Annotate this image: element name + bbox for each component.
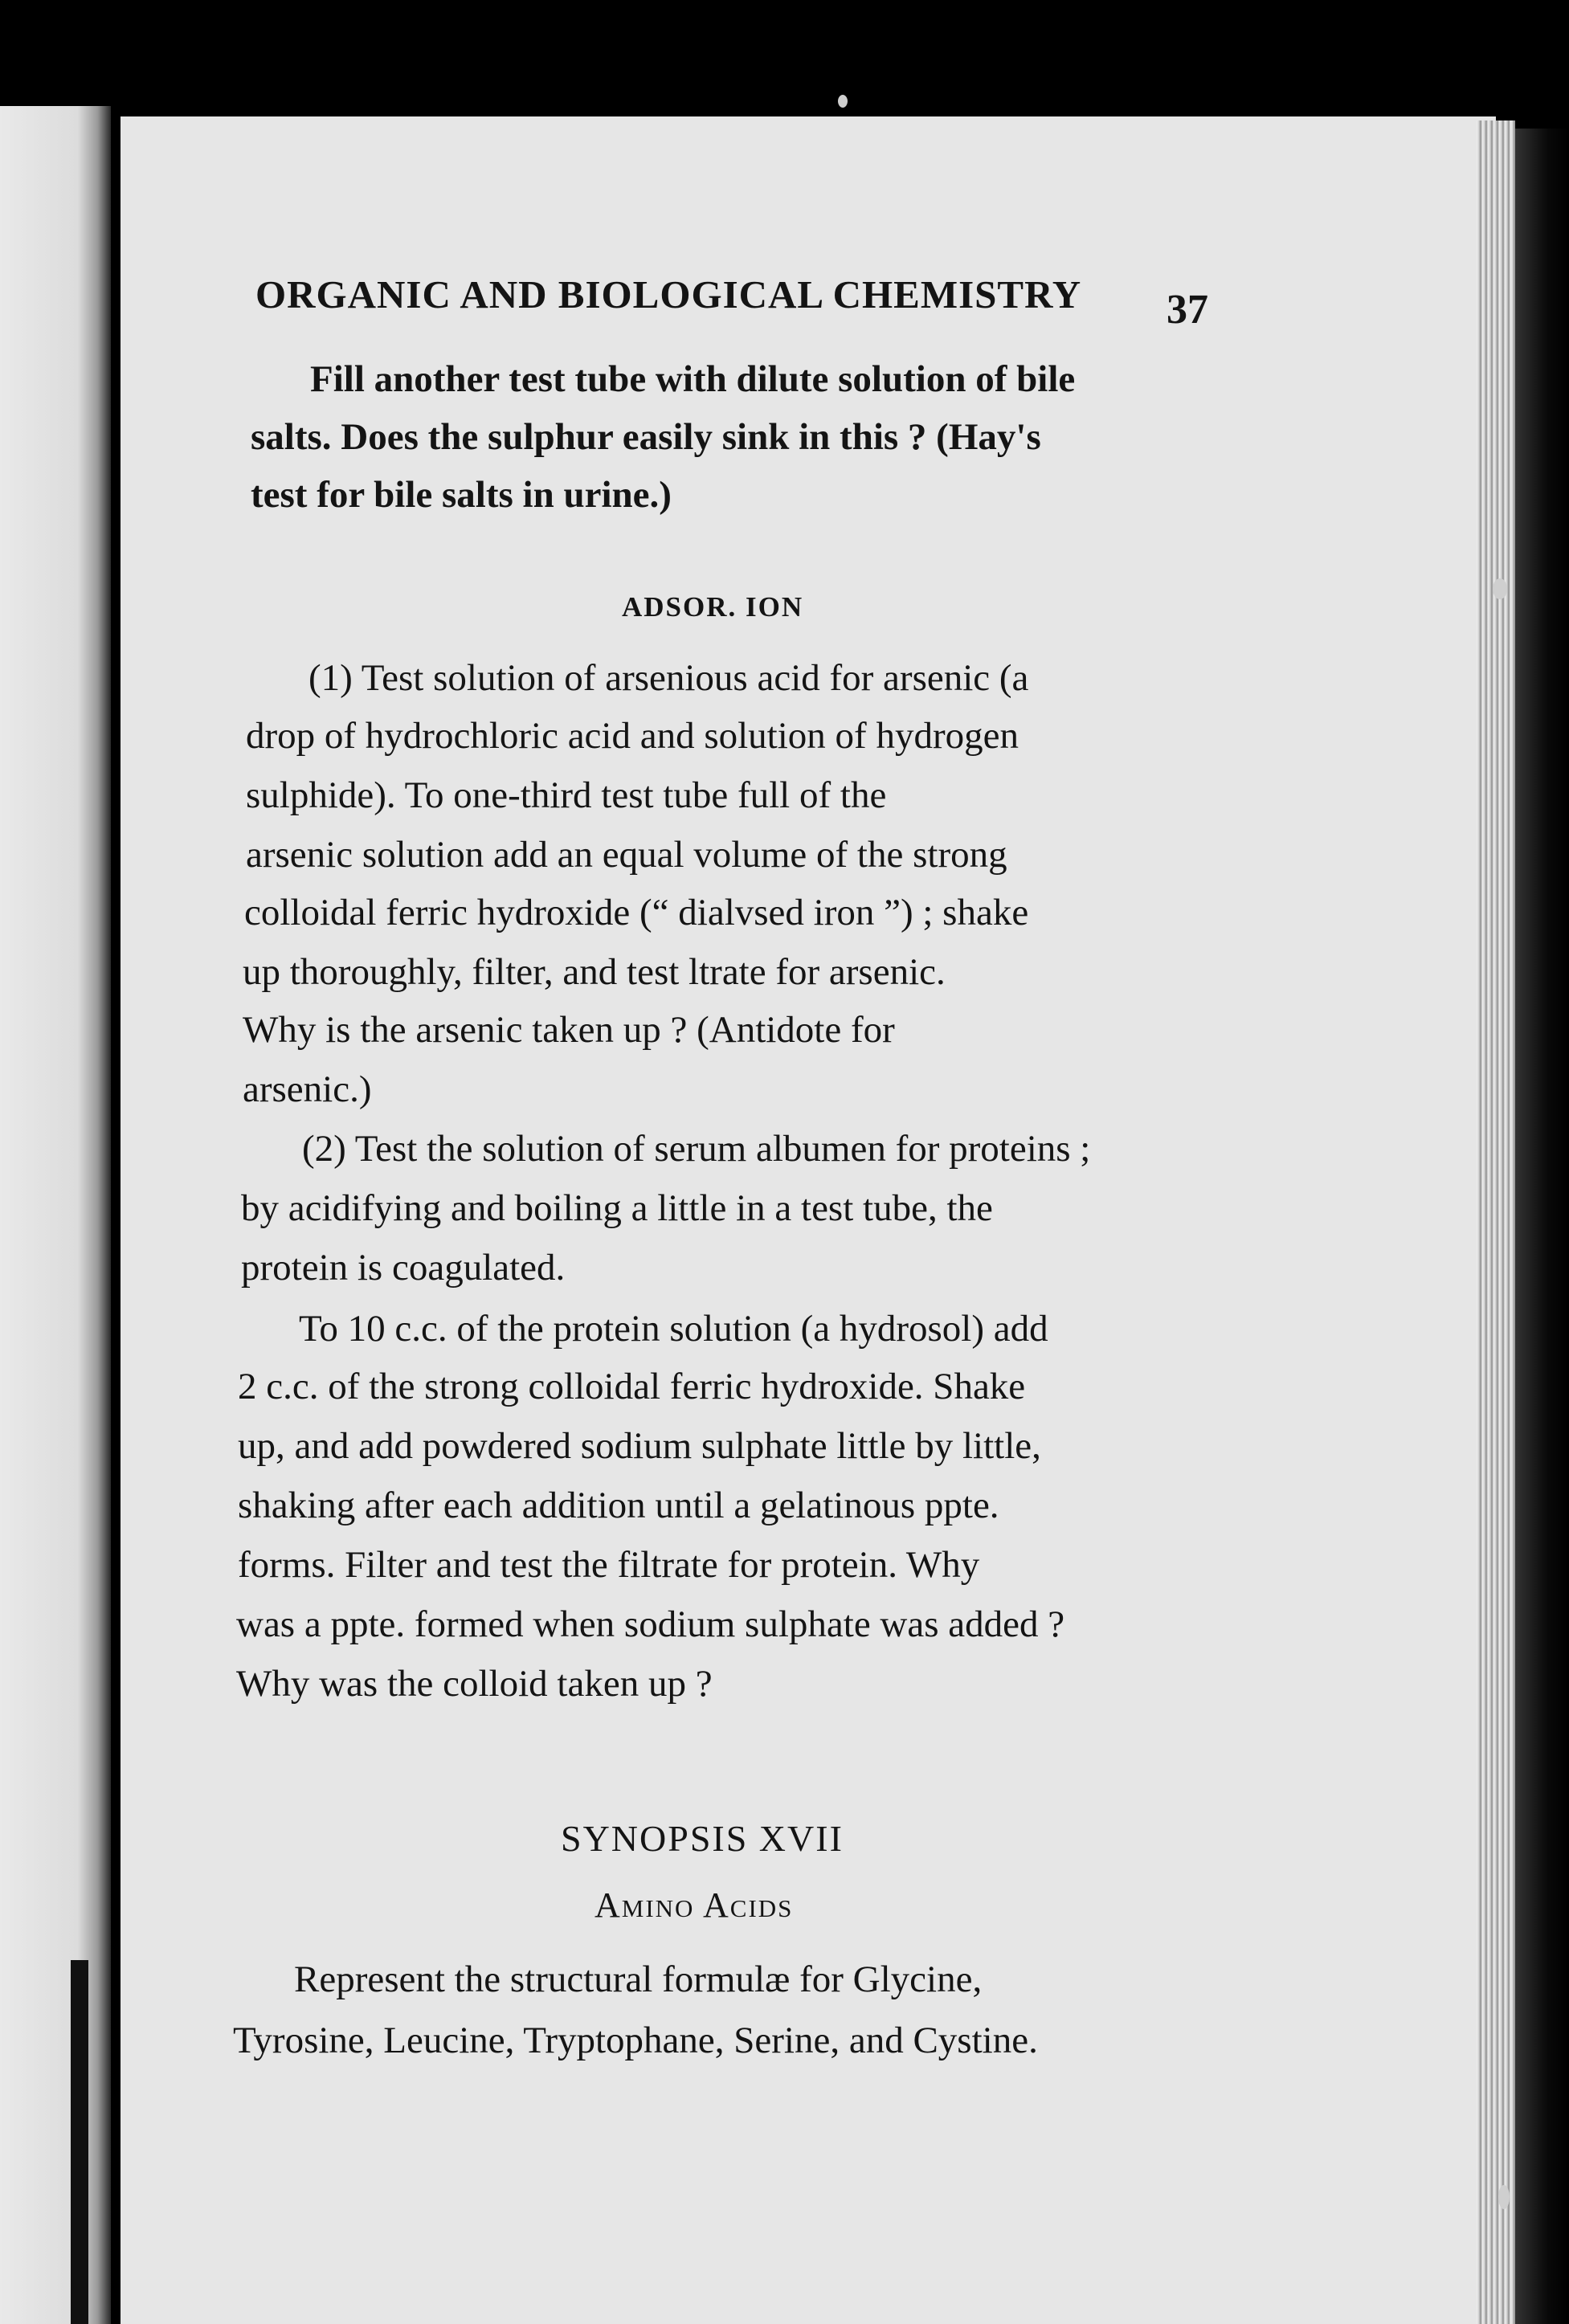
page-number: 37 — [1167, 287, 1208, 333]
page-stack-edge — [1477, 120, 1515, 2324]
paragraph-line: sulphide). To one-third test tube full of the — [246, 774, 887, 816]
running-head: ORGANIC AND BIOLOGICAL CHEMISTRY — [255, 272, 1082, 317]
paragraph-line: drop of hydrochloric acid and solution of hydrogen — [246, 715, 1019, 757]
scanner-border — [1515, 129, 1569, 2324]
dust-speck — [838, 95, 848, 108]
paragraph-line: Why was the colloid taken up ? — [236, 1663, 713, 1705]
paragraph-line: salts. Does the sulphur easily sink in this ? (Hay's — [251, 416, 1041, 458]
paragraph-line: up thoroughly, filter, and test ltrate for arsenic. — [243, 951, 946, 993]
binding-shadow — [71, 1960, 88, 2324]
paragraph-line: by acidifying and boiling a little in a test tube, the — [241, 1187, 993, 1229]
paragraph-line: To 10 c.c. of the protein solution (a hydrosol) add — [299, 1308, 1048, 1350]
paragraph-line: colloidal ferric hydroxide (“ dialvsed iron ”) ; shake — [244, 892, 1029, 933]
paragraph-line: test for bile salts in urine.) — [251, 474, 672, 516]
paragraph-line: (1) Test solution of arsenious acid for arsenic (a — [308, 657, 1029, 699]
paragraph-line: Why is the arsenic taken up ? (Antidote for — [243, 1009, 895, 1051]
paragraph-line: Tyrosine, Leucine, Tryptophane, Serine, and Cystine. — [233, 2020, 1038, 2061]
section-heading: ADSOR. ION — [622, 591, 804, 623]
dust-speck — [1493, 578, 1507, 599]
dust-speck — [1498, 2185, 1510, 2209]
paragraph-line: protein is coagulated. — [241, 1247, 566, 1289]
paragraph-line: up, and add powdered sodium sulphate little by little, — [238, 1425, 1041, 1467]
synopsis-title: SYNOPSIS XVII — [561, 1818, 844, 1859]
paragraph-line: (2) Test the solution of serum albumen for proteins ; — [302, 1128, 1091, 1170]
paragraph-line: shaking after each addition until a gelatinous ppte. — [238, 1485, 999, 1526]
paragraph-line: arsenic.) — [243, 1068, 372, 1110]
paragraph-line: Represent the structural formulæ for Glycine, — [294, 1958, 983, 2000]
section-title: Amino Acids — [595, 1885, 794, 1925]
paragraph-line: arsenic solution add an equal volume of the strong — [246, 834, 1007, 876]
left-page-edge — [0, 106, 111, 2324]
paragraph-line: 2 c.c. of the strong colloidal ferric hydroxide. Shake — [238, 1366, 1026, 1407]
paragraph-line: was a ppte. formed when sodium sulphate was added ? — [236, 1603, 1065, 1645]
paragraph-line: forms. Filter and test the filtrate for protein. Why — [238, 1544, 980, 1586]
paragraph-line: Fill another test tube with dilute solution of bile — [310, 358, 1076, 400]
